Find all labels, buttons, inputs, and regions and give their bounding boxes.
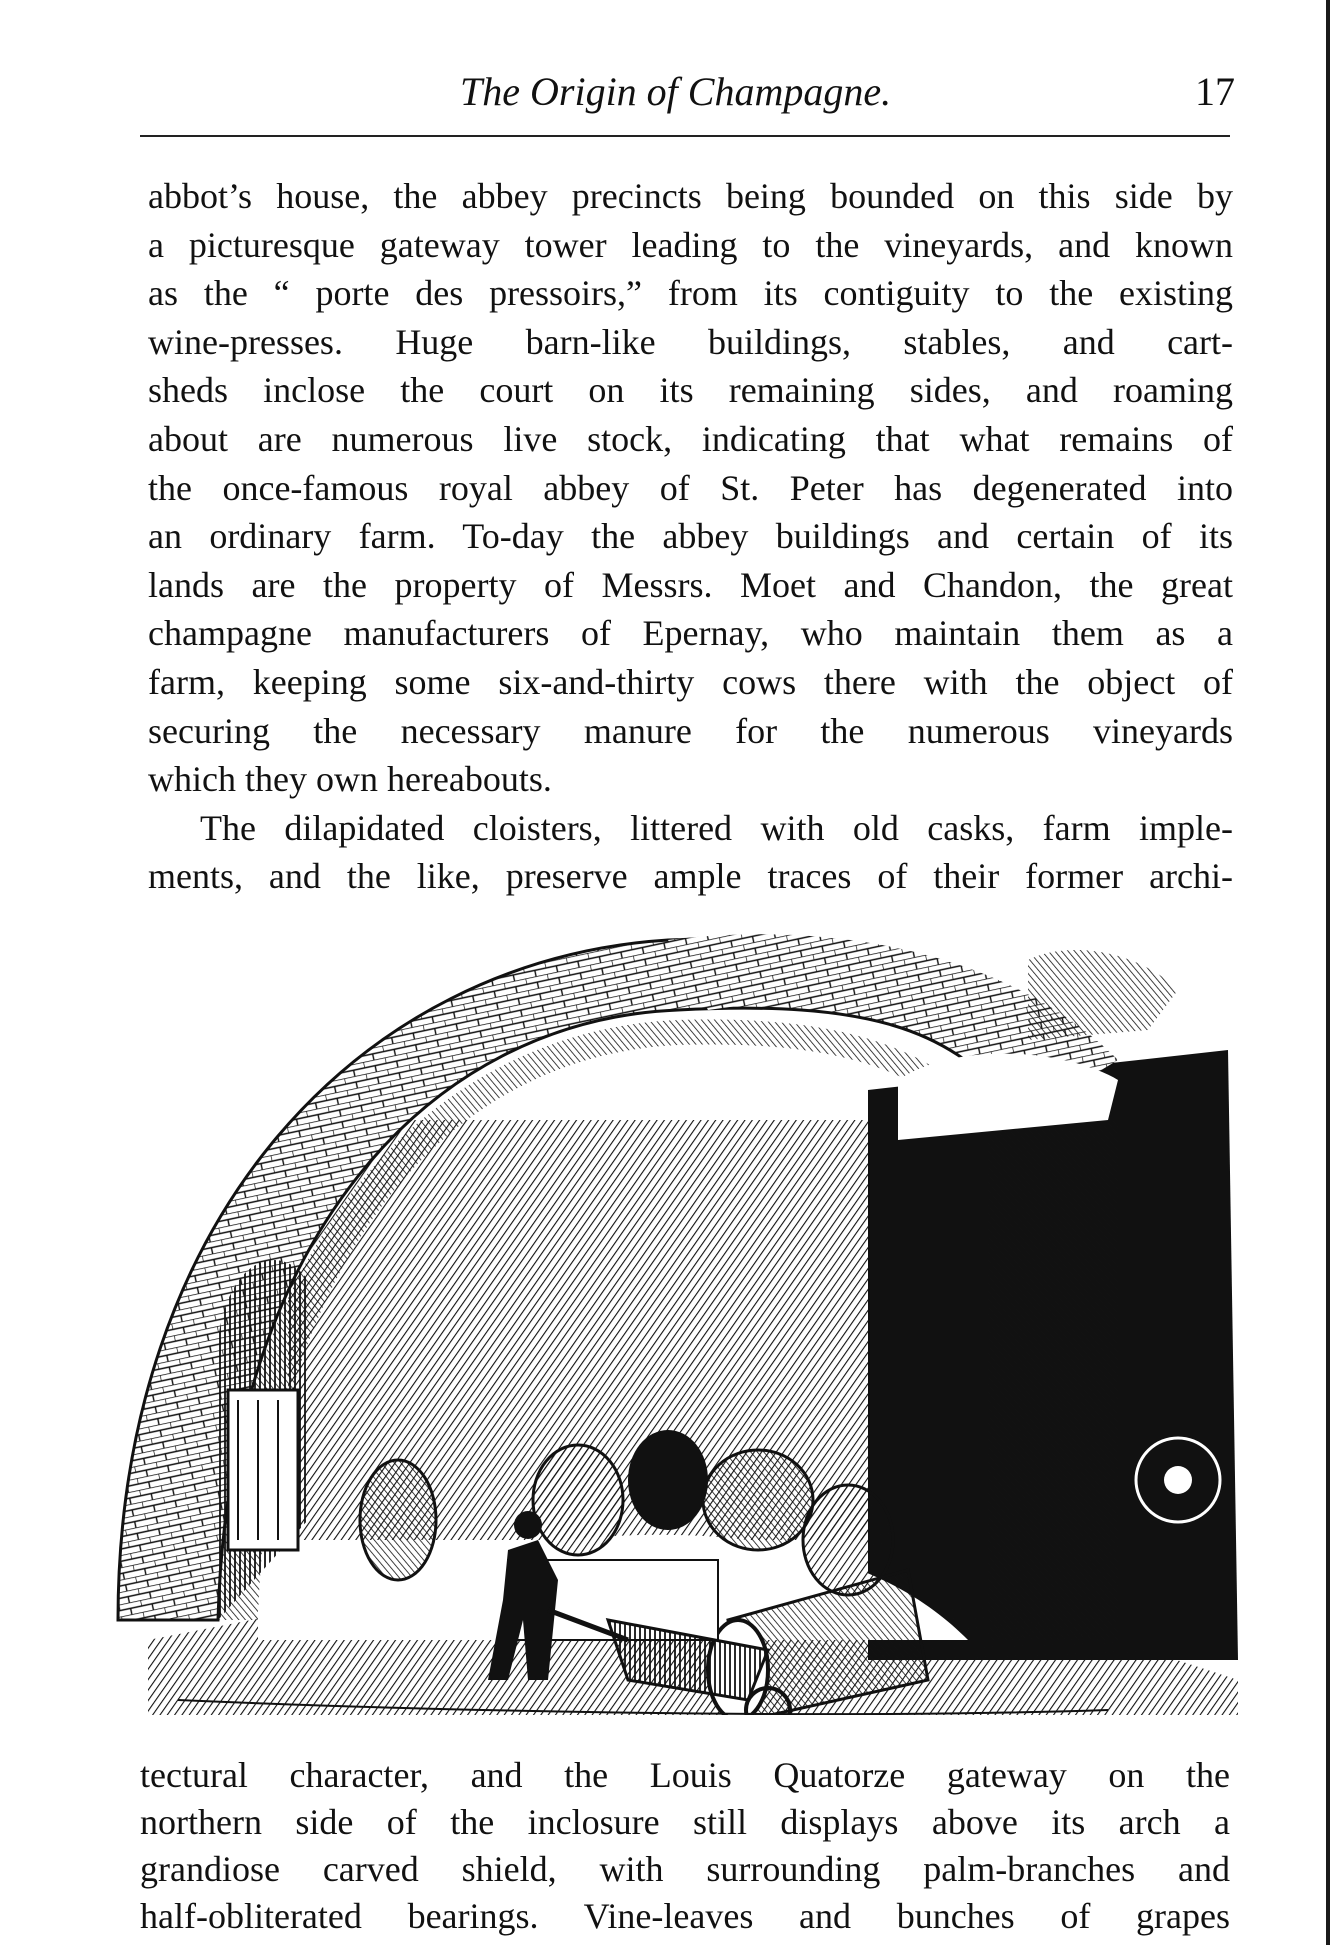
text-line: about are numerous live stock, indicating that what remains of [148,418,1233,459]
text-line: a picturesque gateway tower leading to the vineyards, and known [148,224,1233,265]
text-line: lands are the property of Messrs. Moet and Chandon, the great [148,564,1233,605]
text-line: sheds inclose the court on its remaining sides, and roaming [148,370,1233,411]
text-line: securing the necessary manure for the numerous vineyards [148,710,1233,751]
text-line: abbot’s house, the abbey precincts being bounded on this side by [148,176,1233,216]
page-edge-rule [1326,0,1330,1945]
running-title: The Origin of Champagne. [460,69,892,114]
text-line: as the “ porte des pressoirs,” from its contiguity to the existing [148,273,1233,314]
text-line: farm, keeping some six-and-thirty cows there with the object of [148,661,1233,702]
page-number: 17 [1195,69,1235,114]
text-line: an ordinary farm. To-day the abbey buildings and certain of its [148,516,1233,557]
text-line: champagne manufacturers of Epernay, who maintain them as a [148,613,1233,654]
text-line: tectural character, and the Louis Quatorze gateway on the [140,1755,1230,1795]
text-line: northern side of the inclosure still displays above its arch a [140,1802,1230,1842]
engraving-cloister-archway-with-casks-icon [108,920,1248,1715]
text-line: ments, and the like, preserve ample traces of their former archi- [148,856,1233,897]
body-text-bottom [140,1752,1230,1940]
body-text-top [148,172,1233,901]
text-line: half-obliterated bearings. Vine-leaves and bunches of grapes [140,1896,1230,1936]
text-line: the once-famous royal abbey of St. Peter has degenerated into [148,467,1233,508]
cloister-engraving [108,920,1248,1715]
text-line: wine-presses. Huge barn-like buildings, stables, and cart- [148,321,1233,362]
page-header [140,62,1235,122]
paragraph-start-line: The dilapidated cloisters, littered with old casks, farm imple- [200,807,1233,848]
text-line: which they own hereabouts. [148,759,552,800]
text-line: grandiose carved shield, with surrounding palm-branches and [140,1849,1230,1889]
header-rule [140,135,1230,137]
